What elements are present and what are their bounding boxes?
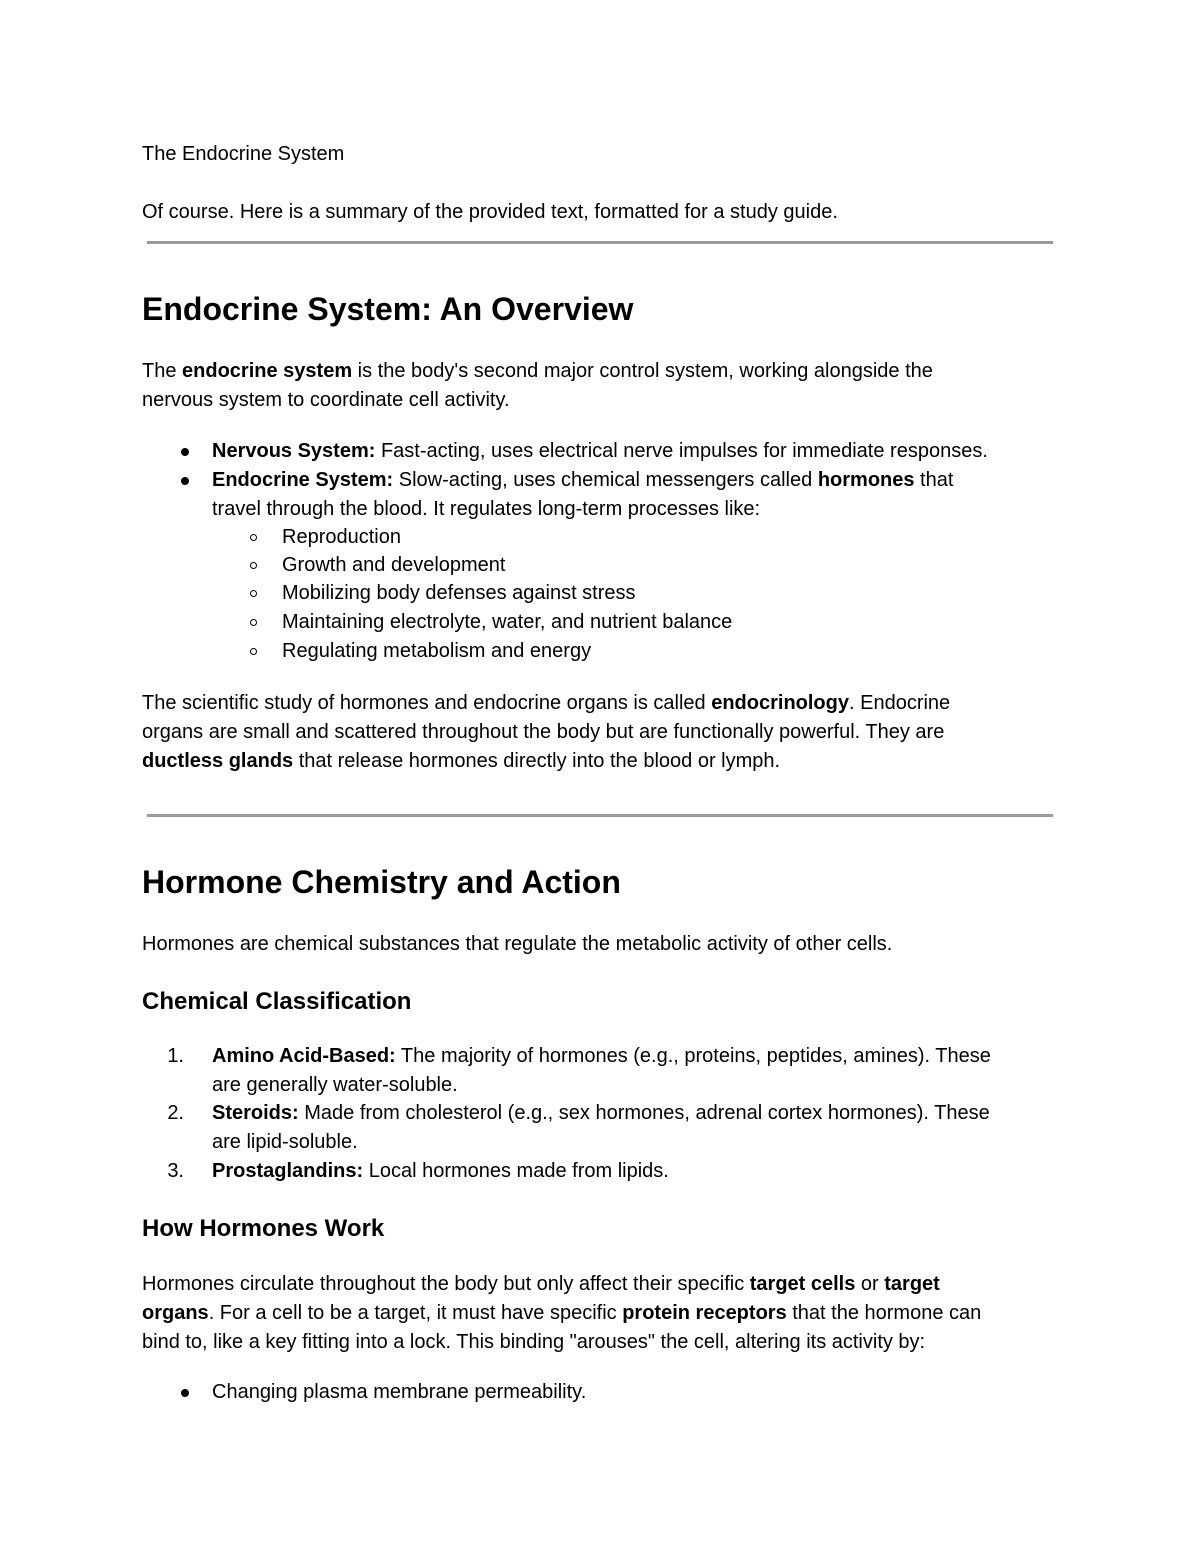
subheading-chemical-classification: Chemical Classification <box>142 988 412 1015</box>
horizontal-rule <box>147 241 1053 244</box>
list-number: 3. <box>167 1160 184 1182</box>
horizontal-rule <box>147 814 1053 817</box>
document-title: The Endocrine System <box>142 143 345 165</box>
endocrinology-paragraph: The scientific study of hormones and endocrine organs is called endocrinology. Endocrine organs are small and scattered throughout the body but are functionally powerful. They are ductless glands that release hormones directly into the blood or lymph. <box>142 692 951 772</box>
subheading-how-hormones-work: How Hormones Work <box>142 1215 385 1242</box>
circle-bullet-icon <box>250 534 257 541</box>
numbered-item-prostaglandins: Prostaglandins: Local hormones made from lipids. <box>212 1160 669 1182</box>
sub-list-item: Growth and development <box>282 554 506 576</box>
intro-text: Of course. Here is a summary of the provided text, formatted for a study guide. <box>142 201 838 223</box>
sub-list-item: Mobilizing body defenses against stress <box>282 582 636 604</box>
sub-list-item: Reproduction <box>282 526 401 548</box>
bullet-icon <box>181 1389 189 1397</box>
circle-bullet-icon <box>250 619 257 626</box>
section-heading-overview: Endocrine System: An Overview <box>142 291 634 327</box>
bullet-icon <box>181 448 189 456</box>
list-item-membrane-permeability: Changing plasma membrane permeability. <box>212 1381 587 1403</box>
list-item-nervous-system: Nervous System: Fast-acting, uses electrical nerve impulses for immediate responses. <box>212 440 988 462</box>
list-number: 1. <box>167 1045 184 1067</box>
circle-bullet-icon <box>250 648 257 655</box>
sub-list-item: Regulating metabolism and energy <box>282 640 592 662</box>
how-hormones-work-paragraph: Hormones circulate throughout the body but only affect their specific target cells or target organs. For a cell to be a target, it must have specific protein receptors that the hormone can bind to, like a key fitting into a lock. This binding "arouses" the cell, altering its activity by: <box>142 1273 982 1353</box>
circle-bullet-icon <box>250 590 257 597</box>
overview-paragraph: The endocrine system is the body's second major control system, working alongside the nervous system to coordinate cell activity. <box>142 360 933 411</box>
bullet-icon <box>181 477 189 485</box>
hormones-definition: Hormones are chemical substances that regulate the metabolic activity of other cells. <box>142 933 893 955</box>
list-number: 2. <box>167 1102 184 1124</box>
numbered-item-steroids: Steroids: Made from cholesterol (e.g., sex hormones, adrenal cortex hormones). These are lipid-soluble. <box>212 1102 990 1153</box>
circle-bullet-icon <box>250 562 257 569</box>
numbered-item-amino-acid: Amino Acid-Based: The majority of hormones (e.g., proteins, peptides, amines). These are generally water-soluble. <box>212 1045 991 1096</box>
list-item-endocrine-system: Endocrine System: Slow-acting, uses chemical messengers called hormones that travel through the blood. It regulates long-term processes like: <box>212 469 954 520</box>
sub-list-item: Maintaining electrolyte, water, and nutrient balance <box>282 611 733 633</box>
section-heading-hormone-chemistry: Hormone Chemistry and Action <box>142 864 621 900</box>
